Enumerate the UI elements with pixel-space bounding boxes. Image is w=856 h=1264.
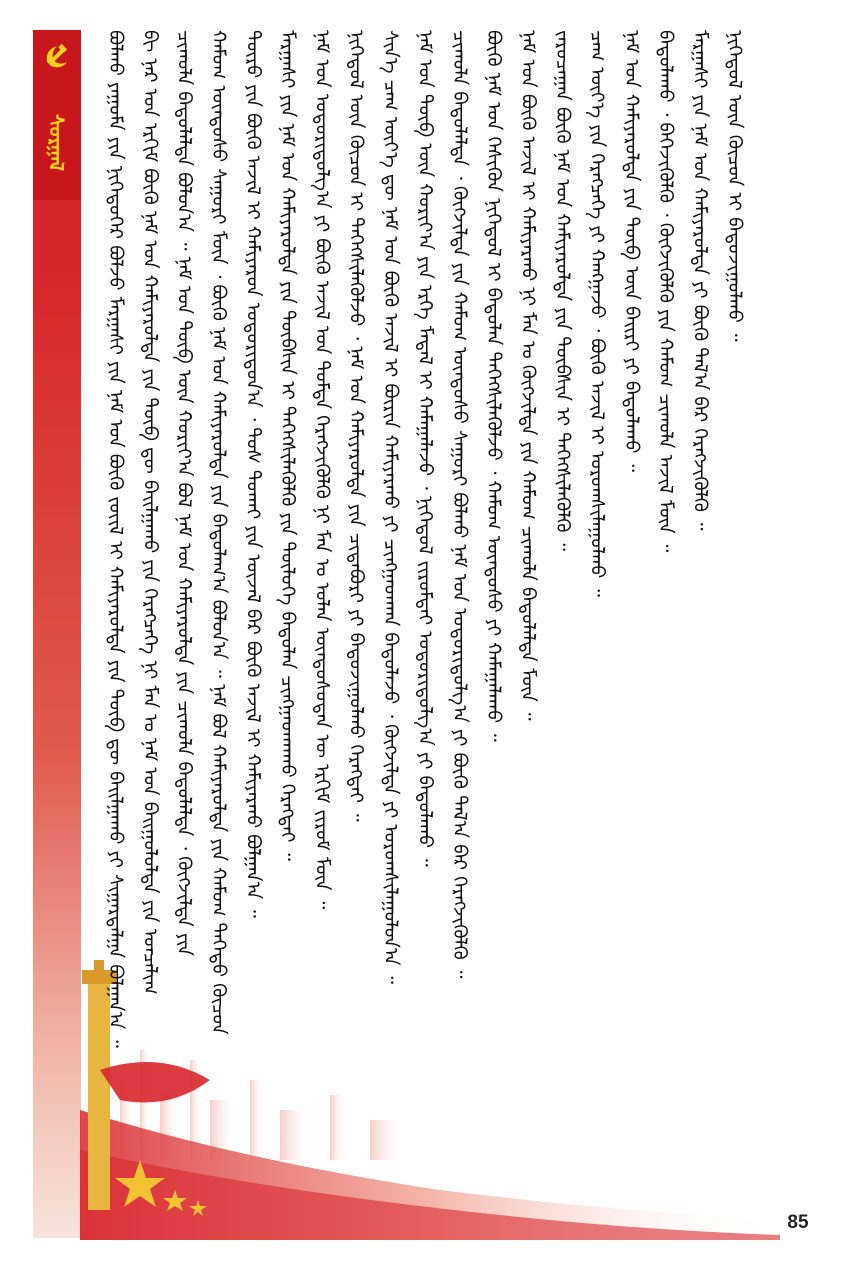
text-column: ᠮᠠᠷᠭᠠᠰᠢ ᠶᠢᠨ ᠨᠠᠮ ᠤᠨ ᠬᠠᠮᠢᠶᠠᠷᠤᠯᠲᠠ ᠶᠢᠨ ᠲᠦᠪᠰᠢᠨ ᠢ ᠳᠡᠭᠡᠭᠰᠢᠯᠡᠭᠦᠯᠬᠦ ᠶᠢᠨ ᠲᠥᠯᠥᠭᠡ ᠪᠠᠲᠤᠯᠠᠨ ᠴᠢᠩᠭᠠᠳᠬᠠᠬᠤ ᠬᠡᠷᠡᠭᠲᠡᠢ ᠃	[276, 30, 299, 861]
text-column: ᠨᠠᠮ ᠤᠨ ᠲᠥᠪ ᠦᠨ ᠬᠣᠷᠢᠶ᠎ᠠ ᠶᠢᠨ ᠡᠷᠬᠡ ᠮᠡᠳᠡᠯ ᠢ ᠬᠠᠮᠠᠭᠠᠯᠠᠵᠤ ᠂ ᠨᠢᠭᠡᠳᠦᠯ ᠵᠢᠷᠤᠮᠲᠠᠢ ᠤᠳᠤᠷᠢᠳᠤᠯᠭ᠎ᠠ ᠶᠢ ᠪᠠᠲᠤᠯᠠᠬᠤ ᠃	[413, 30, 436, 867]
section-title-text: ᠰᠤᠷᠭᠠᠯ	[44, 113, 69, 171]
text-column: ᠮᠠᠷᠭᠠᠰᠢ ᠶᠢᠨ ᠨᠠᠮ ᠤᠨ ᠬᠠᠮᠢᠶᠠᠷᠤᠯᠲᠠ ᠶᠢ ᠪᠦᠬᠦ ᠲᠠᠯ᠎ᠠ ᠪᠠᠷ ᠬᠡᠷᠡᠭᠵᠢᠭᠦᠯᠬᠦ ᠃	[689, 30, 712, 531]
text-column: ᠨᠠᠮ ᠤᠨ ᠤᠳᠤᠷᠢᠳᠤᠯᠭ᠎ᠠ ᠶᠢ ᠪᠦᠬᠦ ᠠᠵᠢᠯ ᠤᠨ ᠳᠤᠮᠳᠠ ᠬᠡᠷᠡᠭᠵᠢᠭᠦᠯᠬᠦ ᠨᠢ ᠮᠠᠨ ᠤ ᠣᠯᠠᠨ ᠦᠨᠳᠦᠰᠦᠲᠡᠨ ᠦ ᠡᠷᠬᠢᠮ ᠵᠢᠷᠤᠮ ᠮᠥᠨ ᠃	[310, 30, 333, 910]
text-column: ᠪᠠᠲᠤᠯᠠᠬᠤ ᠂ ᠪᠡᠬᠡᠵᠢᠭᠦᠯᠬᠦ ᠂ ᠬᠥᠭᠵᠢᠭᠦᠯᠬᠦ ᠶᠢᠨ ᠬᠠᠮᠤᠭ ᠴᠢᠬᠤᠯᠠ ᠠᠵᠢᠯ ᠮᠥᠨ ᠃	[654, 30, 677, 553]
page-number: 85	[787, 1212, 809, 1233]
text-column: ᠬᠠᠮᠤᠭ ᠦᠨᠳᠦᠰᠦ ᠰᠠᠭᠤᠷᠢ ᠮᠥᠨ ᠂ ᠪᠦᠬᠦ ᠨᠠᠮ ᠤᠨ ᠬᠠᠮᠢᠶᠠᠷᠤᠯᠲᠠ ᠶᠢᠨ ᠪᠠᠲᠤᠯᠠᠭ᠎ᠠ ᠪᠣᠯᠤᠨ᠎ᠠ ᠃ ᠨᠠᠮ ᠪᠣᠯ ᠬᠠᠮᠢᠶᠠᠷᠤᠯᠲᠠ ᠶᠢᠨ ᠬᠠᠮᠤᠭ ᠳᠡᠭᠡᠳᠦ ᠬᠦᠴᠦᠨ	[207, 30, 230, 1035]
text-column: ᠲᠥᠷᠥ ᠶᠢᠨ ᠪᠦᠬᠦ ᠠᠵᠢᠯ ᠢ ᠬᠠᠮᠢᠶᠠᠷᠤᠨ ᠤᠳᠤᠷᠢᠳᠤᠨ᠎ᠠ ᠂ ᠲᠤᠰ ᠲᠣᠬᠠᠢ ᠶᠢᠨ ᠦᠵᠡᠯ ᠪᠠᠷ ᠪᠦᠬᠦ ᠠᠵᠢᠯ ᠢ ᠬᠠᠮᠢᠶᠠᠷᠬᠤ ᠪᠣᠯᠭᠠᠨ᠎ᠠ ᠃	[241, 30, 264, 918]
text-column: ᠨᠢᠭᠡᠳᠦᠯ ᠦᠨ ᠬᠦᠴᠦᠨ ᠢ ᠪᠠᠲᠤᠵᠢᠭᠤᠯᠬᠤ ᠃	[723, 30, 746, 342]
text-column: ᠰᠢᠨ᠎ᠡ ᠴᠠᠭ ᠦᠶ᠎ᠡ ᠳᠦ ᠨᠠᠮ ᠤᠨ ᠪᠦᠬᠦ ᠠᠵᠢᠯ ᠢ ᠪᠦᠷᠢᠨ ᠬᠠᠮᠢᠶᠠᠷᠬᠤ ᠶᠢ ᠴᠢᠩᠭᠠᠳᠬᠠᠨ ᠪᠠᠲᠤᠯᠠᠵᠤ ᠂ ᠬᠥᠭᠵᠢᠯᠲᠡ ᠶᠢ ᠤᠷᠤᠭᠰᠢᠯᠠᠭᠤᠯᠤᠨ᠎ᠠ ᠃	[379, 30, 402, 985]
text-column: ᠨᠠᠮ ᠤᠨ ᠪᠦᠬᠦ ᠠᠵᠢᠯ ᠢ ᠬᠠᠮᠢᠶᠠᠷᠬᠤ ᠨᠢ ᠮᠠᠨ ᠤ ᠬᠥᠭᠵᠢᠯᠲᠡ ᠶᠢᠨ ᠬᠠᠮᠤᠭ ᠴᠢᠬᠤᠯᠠ ᠪᠠᠲᠤᠯᠠᠯᠲᠠ ᠮᠥᠨ ᠃	[517, 30, 540, 721]
text-column: ᠨᠢᠭᠡᠳᠦᠯ ᠦᠨ ᠬᠦᠴᠦᠨ ᠢ ᠳᠡᠭᠡᠭᠰᠢᠯᠡᠭᠦᠯᠵᠦ ᠂ ᠨᠠᠮ ᠤᠨ ᠬᠠᠮᠢᠶᠠᠷᠤᠯᠲᠠ ᠶᠢᠨ ᠴᠢᠳᠠᠪᠤᠷᠢ ᠶᠢ ᠪᠠᠲᠤᠵᠢᠭᠤᠯᠬᠤ ᠬᠡᠷᠡᠭᠲᠡᠢ ᠃	[345, 30, 368, 822]
left-red-band	[33, 30, 81, 1238]
text-column: ᠴᠢᠬᠤᠯᠠ ᠪᠠᠲᠤᠯᠠᠯᠲᠠ ᠂ ᠬᠥᠭᠵᠢᠯᠲᠡ ᠶᠢᠨ ᠬᠠᠮᠤᠭ ᠦᠨᠳᠦᠰᠦ ᠰᠠᠭᠤᠷᠢ ᠪᠣᠯᠬᠤ ᠨᠠᠮ ᠤᠨ ᠤᠳᠤᠷᠢᠳᠤᠯᠭ᠎ᠠ ᠶᠢ ᠪᠦᠬᠦ ᠲᠠᠯ᠎ᠠ ᠪᠠᠷ ᠬᠡᠷᠡᠭᠵᠢᠭᠦᠯᠬᠦ ᠃	[448, 30, 471, 979]
section-title	[33, 90, 81, 194]
text-column: ᠪᠦᠬᠦ ᠨᠠᠮ ᠤᠨ ᠭᠡᠰᠢᠭᠦᠨ ᠨᠢᠭᠡᠳᠦᠯ ᠢ ᠪᠠᠲᠤᠯᠠᠨ ᠳᠡᠭᠡᠭᠰᠢᠯᠡᠭᠦᠯᠵᠦ ᠂ ᠬᠠᠮᠤᠭ ᠦᠨᠳᠦᠰᠦ ᠶᠢ ᠬᠠᠮᠠᠭᠠᠯᠠᠬᠤ ᠃	[482, 30, 505, 742]
body-text	[98, 30, 778, 1220]
text-column: ᠴᠠᠭ ᠦᠶ᠎ᠡ ᠶᠢᠨ ᠬᠡᠷᠡᠭᠴᠡᠭᠡ ᠶᠢ ᠬᠠᠩᠭᠠᠵᠤ ᠂ ᠪᠦᠬᠦ ᠠᠵᠢᠯ ᠢ ᠤᠷᠤᠭᠰᠢᠯᠠᠭᠤᠯᠬᠤ ᠃	[585, 30, 608, 597]
text-column: ᠨᠠᠮ ᠤᠨ ᠬᠠᠮᠢᠶᠠᠷᠤᠯᠲᠠ ᠶᠢᠨ ᠲᠥᠪ ᠦᠨ ᠪᠠᠢᠷᠢ ᠶᠢ ᠪᠠᠲᠤᠯᠠᠬᠤ ᠃	[620, 30, 643, 472]
hammer-sickle-icon	[41, 40, 73, 72]
text-column: ᠪᠢ ᠨᠠᠷ ᠤᠨ ᠡᠷᠬᠢᠮ ᠪᠦᠬᠦ ᠨᠠᠮ ᠤᠨ ᠬᠠᠮᠢᠶᠠᠷᠤᠯᠲᠠ ᠶᠢᠨ ᠲᠥᠪ ᠳᠥ ᠪᠠᠢᠯᠭᠠᠬᠤ ᠶᠢᠨ ᠬᠡᠷᠡᠭᠴᠡᠭᠡ ᠨᠢ ᠮᠠᠨ ᠤ ᠨᠠᠮ ᠤᠨ ᠪᠠᠢᠭᠤᠯᠤᠯᠲᠠ ᠶᠢᠨ ᠣᠨᠴᠠᠯᠢᠭ	[138, 30, 161, 995]
text-column: ᠪᠤᠯᠬᠤ ᠶᠠᠭᠤᠮᠠ ᠶᠢᠨ ᠨᠢᠭᠡᠳᠦᠭᠡᠷ ᠪᠣᠯᠵᠤ ᠮᠠᠷᠭᠠᠰᠢ ᠶᠢᠨ ᠨᠠᠮ ᠤᠨ ᠪᠦᠬᠦ ᠵᠦᠢᠯ ᠢ ᠬᠠᠮᠢᠶᠠᠷᠤᠯᠲᠠ ᠶᠢᠨ ᠲᠥᠪ ᠳᠥ ᠪᠠᠢᠯᠭᠠᠬᠤ ᠶᠢ ᠰᠢᠭᠠᠷᠳᠠᠯᠭᠠ ᠪᠣᠯᠭᠠᠨ᠎ᠠ ᠃	[104, 30, 127, 1048]
text-column: ᠴᠢᠬᠤᠯᠠ ᠪᠠᠲᠤᠯᠠᠯᠲᠠ ᠪᠣᠯᠤᠨ᠎ᠠ ᠃ ᠨᠠᠮ ᠤᠨ ᠲᠥᠪ ᠦᠨ ᠬᠣᠷᠢᠶ᠎ᠠ ᠪᠣᠯ ᠨᠠᠮ ᠤᠨ ᠬᠠᠮᠢᠶᠠᠷᠤᠯᠲᠠ ᠶᠢᠨ ᠴᠢᠬᠤᠯᠠ ᠪᠠᠲᠤᠯᠠᠯᠲᠠ ᠂ ᠬᠥᠭᠵᠢᠯᠲᠡ ᠶᠢᠨ	[173, 30, 196, 956]
text-column: ᠵᠠᠷᠤᠴᠠᠭᠠᠨ ᠪᠦᠬᠦ ᠨᠠᠮ ᠤᠨ ᠬᠠᠮᠢᠶᠠᠷᠤᠯᠲᠠ ᠶᠢᠨ ᠲᠦᠪᠰᠢᠨ ᠢ ᠳᠡᠭᠡᠭᠰᠢᠯᠡᠭᠦᠯᠬᠦ ᠃	[551, 30, 574, 552]
